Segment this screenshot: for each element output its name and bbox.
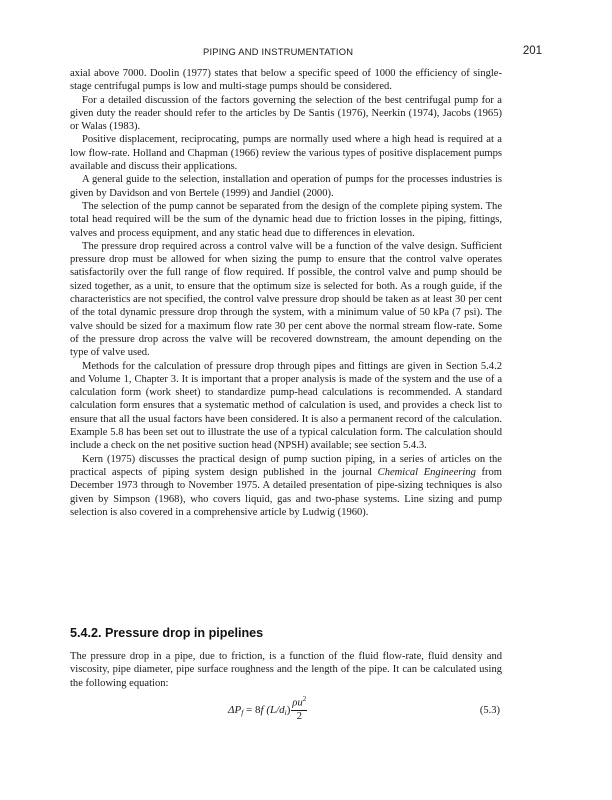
eq-lhs-subscript: f bbox=[241, 707, 244, 717]
eq-numerator-base: ρu bbox=[292, 697, 303, 709]
section-heading: 5.4.2. Pressure drop in pipelines bbox=[70, 626, 264, 640]
eq-fraction bbox=[291, 694, 307, 723]
eq-friction-factor: f bbox=[260, 703, 264, 716]
body-text bbox=[70, 67, 502, 519]
eq-denominator: 2 bbox=[296, 710, 302, 722]
equation-5-3 bbox=[70, 690, 502, 726]
paragraph-7: Methods for the calculation of pressure drop through pipes and fittings are given in Section 5.4.2 and Volume 1, Chapter 3. It is important that a proper analysis is made of the system and the use of a calculation form (work sheet) to standardize pump-head calculations is recommended. A standard calculation form ensures that a systematic method of calculation is used, and provides a check list to ensure that all the usual factors have been considered. It is also a permanent record of the calculation. Example 5.8 has been set out to illustrate the use of a typical calculation form. The calculation should include a check on the net positive suction head (NPSH) available; see section 5.4.3. bbox=[70, 360, 502, 452]
section-paragraph: The pressure drop in a pipe, due to friction, is a function of the fluid flow-rate, fluid density and viscosity, pipe diameter, pipe surface roughness and the length of the pipe. It can be calculated using the following equation: bbox=[70, 651, 502, 689]
eq-ratio-open: (L/d bbox=[263, 703, 285, 716]
page-number: 201 bbox=[522, 45, 542, 57]
paragraph-8 bbox=[70, 453, 502, 519]
page-header bbox=[70, 45, 545, 61]
paragraph-5: The selection of the pump cannot be separated from the design of the complete piping system. The total head required will be the sum of the dynamic head due to friction losses in the piping, fittings, valves and process equipment, and any static head due to differences in elevation. bbox=[70, 200, 502, 239]
equation-number: (5.3) bbox=[479, 705, 500, 716]
paragraph-1: axial above 7000. Doolin (1977) states that below a specific speed of 1000 the efficiency of single-stage centrifugal pumps is low and multi-stage pumps should be considered. bbox=[70, 68, 502, 93]
section-body bbox=[70, 650, 502, 690]
eq-numerator-exponent: 2 bbox=[302, 695, 307, 703]
paragraph-2: For a detailed discussion of the factors governing the selection of the best centrifugal pump for a given duty the reader should refer to the articles by De Santis (1976), Neerkin (1974), Jacobs (1965) or Walas (1983). bbox=[70, 94, 502, 133]
eq-numerator bbox=[291, 694, 307, 711]
paragraph-6: The pressure drop required across a control valve will be a function of the valve design. Sufficient pressure drop must be allowed for when sizing the pump to ensure that the control valve operates satisfactorily over the full range of flow required. If possible, the control valve and pump should be sized together, as a unit, to ensure that the optimum size is selected for both. As a rough guide, if the characteristics are not specified, the control valve pressure drop should be taken as at least 30 per cent of the total dynamic pressure drop through the system, with a minimum value of 50 kPa (7 psi). The valve should be sized for a maximum flow rate 30 per cent above the normal stream flow-rate. Some of the pressure drop across the valve will be recovered downstream, the amount depending on the type of valve used. bbox=[70, 240, 502, 359]
eq-equals: = 8 bbox=[243, 703, 261, 716]
journal-name: Chemical Engineering bbox=[377, 466, 476, 478]
eq-delta-p: ΔP bbox=[228, 703, 242, 716]
paragraph-4: A general guide to the selection, installation and operation of pumps for the processes industries is given by Davidson and von Bertele (1999) and Jandiel (2000). bbox=[70, 174, 502, 199]
eq-ratio-close: ) bbox=[286, 703, 291, 716]
paragraph-8-start: Kern (1975) discusses the practical design of pump suction piping, in a series of articles on the practical aspects of piping system design published in the journal bbox=[70, 453, 502, 478]
eq-ratio-subscript: i bbox=[284, 707, 287, 717]
equation-body bbox=[228, 696, 307, 725]
running-head: PIPING AND INSTRUMENTATION bbox=[203, 46, 354, 57]
paragraph-8-end: from December 1973 through to November 1975. A detailed presentation of pipe-sizing techniques is also given by Simpson (1968), who covers liquid, gas and two-phase systems. Line sizing and pump selection is also covered in a comprehensive article by Ludwig (1960). bbox=[70, 466, 502, 518]
paragraph-3: Positive displacement, reciprocating, pumps are normally used where a high head is required at a low flow-rate. Holland and Chapman (1966) review the various types of positive displacement pumps available and discuss their applications. bbox=[70, 134, 502, 173]
